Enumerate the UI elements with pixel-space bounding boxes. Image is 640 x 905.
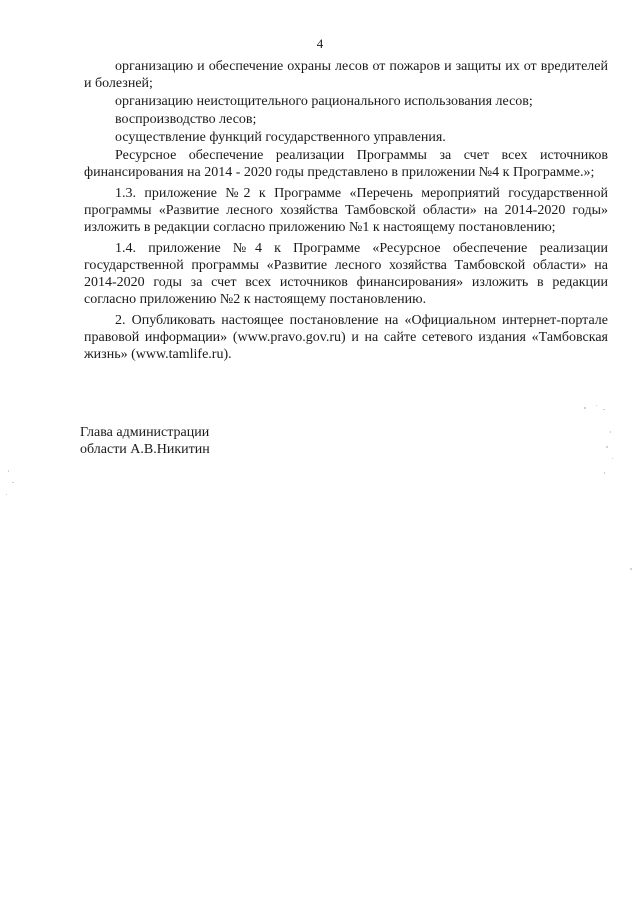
paragraph-item-1-4: 1.4. приложение №4 к Программе «Ресурсное обеспечение реализации государственной программы «Развитие лесного хозяйства Тамбовской области» на 2014-2020 годы за счет всех источников финансирования» изложить в редакции согласно приложению №2 к настоящему постановлению.	[84, 241, 608, 307]
document-body	[84, 58, 608, 363]
paragraph-resource-provision: Ресурсное обеспечение реализации Программы за счет всех источников финансирования на 2014 - 2020 годы представлено в приложении №4 к Программе.»;	[84, 148, 608, 180]
paragraph-item-1-3: 1.3. приложение №2 к Программе «Перечень мероприятий государственной программы «Развитие лесного хозяйства Тамбовской области» на 2014-2020 годы» изложить в редакции согласно приложению №1 к настоящему постановлению;	[84, 186, 608, 235]
paragraph-forest-use: организацию неистощительного рационального использования лесов;	[115, 94, 533, 109]
paragraph-reproduction: воспроизводство лесов;	[115, 112, 257, 127]
signature-block	[80, 424, 210, 458]
paragraph-fire-protection: организацию и обеспечение охраны лесов от пожаров и защиты их от вредителей и болезней;	[84, 59, 608, 91]
paragraph-item-2-publish: 2. Опубликовать настоящее постановление на «Официальном интернет-портале правовой информации» (www.pravo.gov.ru) и на сайте сетевого издания «Тамбовская жизнь» (www.tamlife.ru).	[84, 313, 608, 362]
page-number: 4	[316, 36, 324, 51]
signature-title: Глава администрации	[80, 425, 210, 440]
signature-name: области А.В.Никитин	[80, 442, 210, 457]
paragraph-state-management: осуществление функций государственного управления.	[115, 130, 446, 145]
